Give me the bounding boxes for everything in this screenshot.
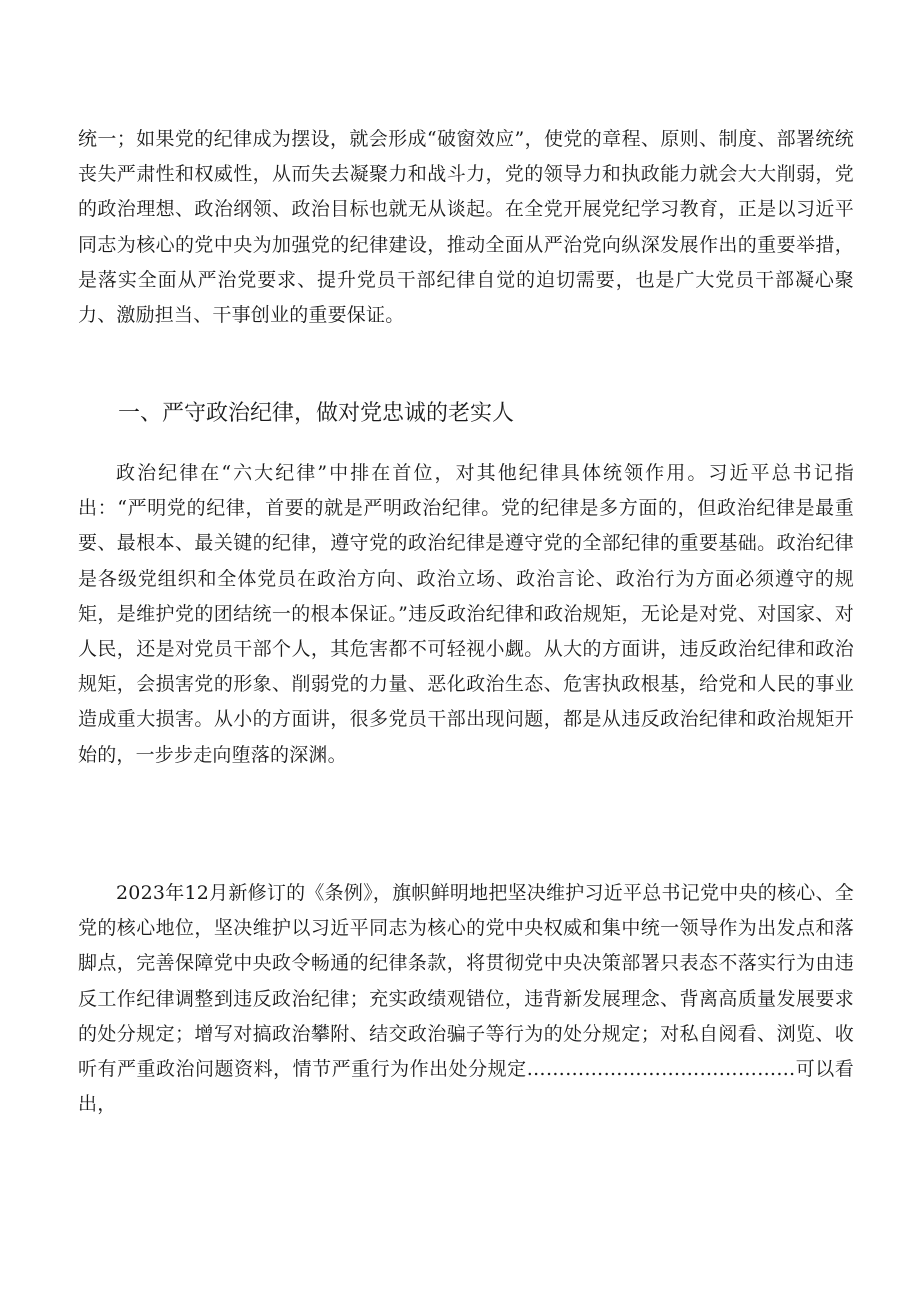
body-paragraph-2: 政治纪律在“六大纪律”中排在首位，对其他纪律具体统领作用。习近平总书记指出：“严明党的纪律，首要的就是严明政治纪律。党的纪律是多方面的，但政治纪律是最重要、最根本、最关键的纪律，遵守党的政治纪律是遵守党的全部纪律的重要基础。政治纪律是各级党组织和全体党员在政治方向、政治立场、政治言论、政治行为方面必须遵守的规矩，是维护党的团结统一的根本保证。”违反政治纪律和政治规矩，无论是对党、对国家、对人民，还是对党员干部个人，其危害都不可轻视小觑。从大的方面讲，违反政治纪律和政治规矩，会损害党的形象、削弱党的力量、恶化政治生态、危害执政根基，给党和人民的事业造成重大损害。从小的方面讲，很多党员干部出现问题，都是从违反政治纪律和政治规矩开始的，一步步走向堕落的深渊。 bbox=[78, 462, 854, 766]
body-paragraph-3: 2023年12月新修订的《条例》，旗帜鲜明地把坚决维护习近平总书记党中央的核心、全党的核心地位，坚决维护以习近平同志为核心的党中央权威和集中统一领导作为出发点和落脚点，完善保障党中央政令畅通的纪律条款，将贯彻党中央决策部署只表态不落实行为由违反工作纪律调整到违反政治纪律；充实政绩观错位，违背新发展理念、背离高质量发展要求的处分规定；增写对搞政治攀附、结交政治骗子等行为的处分规定；对私自阅看、浏览、收听有严重政治问题资料，情节严重行为作出处分规定……………………………………可以看出， bbox=[78, 882, 854, 1116]
body-paragraph-1: 统一；如果党的纪律成为摆设，就会形成“破窗效应”，使党的章程、原则、制度、部署统统丧失严肃性和权威性，从而失去凝聚力和战斗力，党的领导力和执政能力就会大大削弱，党的政治理想、政治纲领、政治目标也就无从谈起。在全党开展党纪学习教育，正是以习近平同志为核心的党中央为加强党的纪律建设，推动全面从严治党向纵深发展作出的重要举措，是落实全面从严治党要求、提升党员干部纪律自觉的迫切需要，也是广大党员干部凝心聚力、激励担当、干事创业的重要保证。 bbox=[78, 128, 854, 327]
section-heading-1: 一、严守政治纪律，做对党忠诚的老实人 bbox=[118, 401, 515, 426]
